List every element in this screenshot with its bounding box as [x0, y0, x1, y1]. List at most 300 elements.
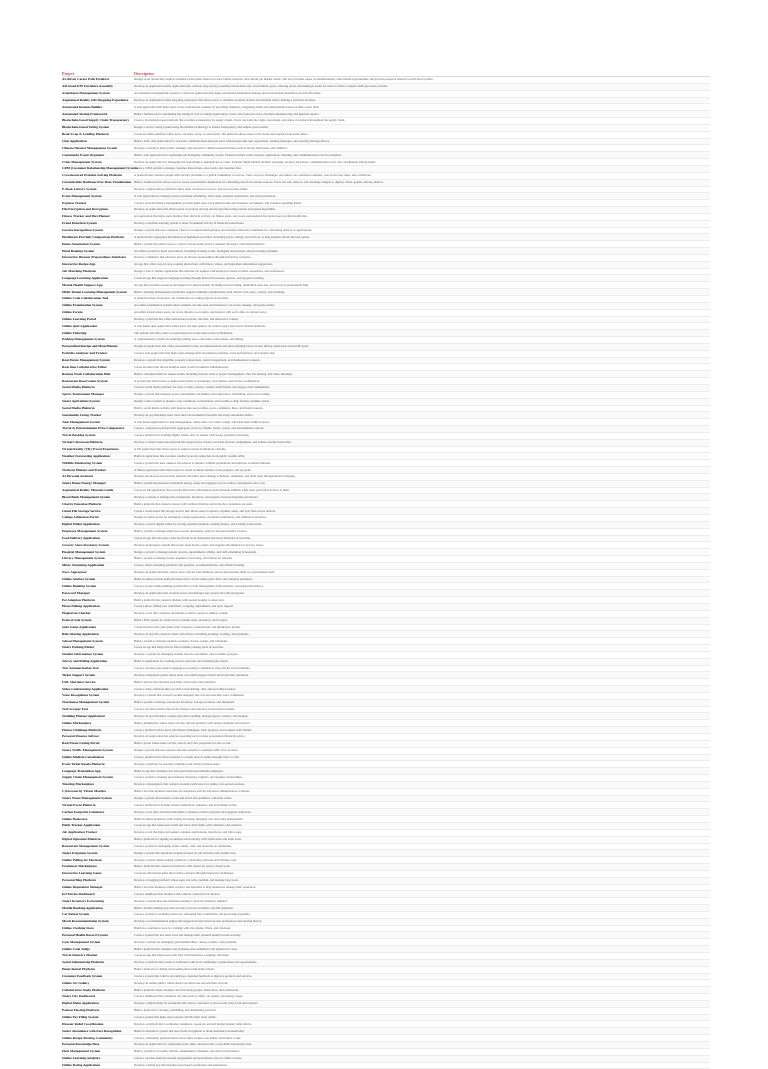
table-row — [62, 857, 710, 864]
table-row — [62, 761, 710, 768]
table-row — [62, 926, 710, 933]
project-description-cell: Design an AI model that predicts potential career paths based on a user's skills, interests, and current job market trends. The tool provides career recommendations, educational opportunities, and growth prospects tailored to each user's profile. — [134, 77, 710, 82]
project-description-cell: Develop an application for managing and responding to emergencies or crises. Features might include incident reporting, resource allocation, communication tools, and coordination among teams. — [134, 160, 710, 165]
project-name-cell: Habit Tracker Application — [62, 823, 134, 828]
project-name-cell: Text Summarization Tool — [62, 666, 134, 671]
table-row — [62, 159, 710, 166]
project-name-cell: Mobile Banking Application — [62, 906, 134, 911]
project-name-cell: Job Matching Platform — [62, 269, 134, 274]
project-name-cell: Movie Recommendation System — [62, 919, 134, 924]
table-row — [62, 91, 710, 98]
project-name-cell: Supply Chain Management System — [62, 775, 134, 780]
project-table — [62, 68, 710, 952]
project-name-cell: School Management System — [62, 639, 134, 644]
table-row — [62, 460, 710, 467]
project-description-cell: Develop an app that helps users track their environmental footprint and adopt sustainable habits. — [134, 413, 710, 418]
project-name-cell: Music Streaming Application — [62, 563, 134, 568]
project-name-cell: AI-driven Career Path Predictor — [62, 77, 134, 82]
project-name-cell: Travel Booking System — [62, 433, 134, 438]
table-row — [62, 501, 710, 508]
project-description-cell: Develop a tool that compares documents to detect copied or similar content. — [134, 611, 710, 616]
table-row — [62, 481, 710, 488]
project-description-cell: Create a cloud-based file storage service that allows users to upload, organize, share, and sync files across devices. — [134, 509, 710, 514]
project-description-cell: Create a photo editing tool with filters, cropping, adjustments, and layer support. — [134, 604, 710, 609]
project-description-cell: Create an online platform where users can share, swap, or lend books. The platform allows users to list books and request books from others. — [134, 132, 710, 137]
project-description-cell: An app that provides resources and support for mental health, including mood tracking, meditation exercises, and access to professional help. — [134, 283, 710, 288]
table-row — [62, 987, 710, 994]
project-description-cell: Develop an AI-powered personal assistant that helps users manage schedules, reminders, and daily tasks through natural language. — [134, 474, 710, 479]
project-description-cell: Build an attendance system that uses facial recognition to mark attendance automatically. — [134, 1029, 710, 1034]
project-name-cell: Online Medical Consultation — [62, 755, 134, 760]
project-name-cell: Smart Irrigation System — [62, 851, 134, 856]
project-name-cell: Disaster Relief Coordination — [62, 1022, 134, 1027]
project-description-cell: Design a system that manages sports tournaments, including team registration, scheduling, and score tracking. — [134, 392, 710, 397]
table-row — [62, 891, 710, 898]
project-name-cell: Fraud Detection System — [62, 221, 134, 226]
table-row — [62, 720, 710, 727]
project-name-cell: Password Manager — [62, 591, 134, 596]
project-name-cell: Online Polling for Elections — [62, 858, 134, 863]
project-name-cell: Smart Traffic Management System — [62, 748, 134, 753]
project-name-cell: Gesture Recognition System — [62, 228, 134, 233]
project-name-cell: Photo Editing Application — [62, 604, 134, 609]
project-description-cell: The system will allow users to book tickets for events and receive confirmation. — [134, 331, 710, 336]
project-name-cell: Smart City Dashboard — [62, 994, 134, 999]
project-description-cell: Develop a system to help predict, manage, and respond to climate-related disasters such as floods, hurricanes, and wildfires. — [134, 146, 710, 151]
table-row — [62, 214, 710, 221]
table-row — [62, 946, 710, 953]
project-description-cell: A VR application that allows users to explore tourist destinations virtually. — [134, 447, 710, 452]
project-name-cell: Social Media Platform — [62, 385, 134, 390]
table-row — [62, 967, 710, 974]
project-name-cell: Language Translation App — [62, 769, 134, 774]
project-description-cell: Build a platform that connects donors with verified charities and tracks how donations are used. — [134, 502, 710, 507]
project-name-cell: Sustainable Living Tracker — [62, 413, 134, 418]
table-row — [62, 707, 710, 714]
project-name-cell: Online Marketplace — [62, 721, 134, 726]
project-description-cell: A comprehensive system for handling parking space allocation, reservations, and billing. — [134, 337, 710, 342]
project-name-cell: Podcast Hosting Platform — [62, 1008, 134, 1013]
project-name-cell: Library Management System — [62, 556, 134, 561]
project-name-cell: Online Banking System — [62, 584, 134, 589]
project-description-cell: Build a centralized hub for remote teams, including features such as project management, chat, file sharing, and video meetings. — [134, 372, 710, 377]
project-description-cell: Develop a system for managing gym memberships, classes, trainers, and payments. — [134, 940, 710, 945]
project-name-cell: Healthcare Provider Comparison Platform — [62, 235, 134, 240]
project-description-cell: Create a tool that extracts data from websites and exports it in structured formats. — [134, 707, 710, 712]
table-row — [62, 1042, 710, 1049]
table-row — [62, 392, 710, 399]
project-name-cell: Survey and Polling Application — [62, 659, 134, 664]
table-row — [62, 727, 710, 734]
project-name-cell: Online Tax Filing System — [62, 1015, 134, 1020]
table-row — [62, 850, 710, 857]
project-name-cell: Blockchain-based Supply Chain Transparency — [62, 118, 134, 123]
table-row — [62, 228, 710, 235]
table-row — [62, 474, 710, 481]
table-row — [62, 577, 710, 584]
project-name-cell: College Admission Portal — [62, 515, 134, 520]
project-name-cell: Online Forum — [62, 310, 134, 315]
project-name-cell: Personal Finance Advisor — [62, 734, 134, 739]
project-description-cell: Build a social media website with features like user profiles, posts, comments, likes, and friend requests. — [134, 406, 710, 411]
project-description-cell: Create an AR application that provides interactive information about museum exhibits when users point their devices at them. — [134, 488, 710, 493]
project-name-cell: Student Information System — [62, 652, 134, 657]
project-name-cell: Customer Feedback System — [62, 974, 134, 979]
project-name-cell: Customizable Dashboard for Data Visualization — [62, 180, 134, 185]
project-name-cell: Event Ticket Resale Platform — [62, 762, 134, 767]
table-row — [62, 905, 710, 912]
project-name-cell: Fitness Challenge Platform — [62, 728, 134, 733]
table-row — [62, 864, 710, 871]
project-description-cell: Create a system for booking rental cars, managing fleet availability, and processing payments. — [134, 912, 710, 917]
project-description-cell: An online system for hotel reservations, including booking rooms, managing reservations, and processing payments. — [134, 249, 710, 254]
project-description-cell: A platform that connects people with specific problems to a global community of solvers. Users can post challenges, and others can contribute solutions, vote on the best ideas, and collaborate. — [134, 173, 710, 178]
project-name-cell: Online Clothing Store — [62, 926, 134, 931]
project-name-cell: Parking Management System — [62, 337, 134, 342]
project-name-cell: Personal Knowledge Base — [62, 1042, 134, 1047]
project-description-cell: Build a dashboard that allows users to create customizable dashboards for visualizing data from various sources. Users can add, remove, and rearrange widgets to display charts, graphs, and key metrics. — [134, 180, 710, 185]
project-description-cell: Create a blockchain-based platform that provides transparency in supply chains. Users can track the origin, movement, and status of products throughout the supply chain. — [134, 118, 710, 123]
table-row — [62, 837, 710, 844]
table-row — [62, 885, 710, 892]
project-name-cell: Real Estate Listing Portal — [62, 741, 134, 746]
project-name-cell: Smart Parking Finder — [62, 645, 134, 650]
table-row — [62, 679, 710, 686]
table-row — [62, 713, 710, 720]
project-name-cell: Gym Management System — [62, 940, 134, 945]
project-name-cell: Wildlife Monitoring System — [62, 461, 134, 466]
project-description-cell: Develop an application that allows users to securely encrypt and decrypt files using various encryption algorithms. — [134, 207, 710, 212]
project-name-cell: URL Shortener Service — [62, 680, 134, 685]
project-description-cell: An app that offers step-by-step cooking instructions with timers, videos, and ingredient substitution suggestions. — [134, 262, 710, 267]
table-row — [62, 508, 710, 515]
project-description-cell: Develop a platform that offers educational courses, tutorials, and interactive content. — [134, 317, 710, 322]
project-name-cell: Automated Resume Builder — [62, 105, 134, 110]
project-name-cell: Fleet Management System — [62, 1049, 134, 1054]
table-row — [62, 145, 710, 152]
project-name-cell: Smart Agriculture System — [62, 399, 134, 404]
project-name-cell: Virtual Reality (VR) Travel Experience — [62, 447, 134, 452]
project-description-cell: A platform where developers can collaborate on coding projects in real time. — [134, 296, 710, 301]
project-description-cell: Build a system for tracking vehicles, maintenance schedules, and driver performance. — [134, 1049, 710, 1054]
table-row — [62, 549, 710, 556]
table-row — [62, 809, 710, 816]
table-row — [62, 323, 710, 330]
project-description-cell: An attendance management system is a software application that helps educational institutions manage and track student attendance records efficiently. — [134, 91, 710, 96]
project-name-cell: Personal Blog Platform — [62, 878, 134, 883]
project-description-cell: Build a system to manage warehouse inventory, storage locations, and shipments. — [134, 700, 710, 705]
project-name-cell: AI Personal Assistant — [62, 474, 134, 479]
project-name-cell: Hotel Booking System — [62, 249, 134, 254]
table-row — [62, 652, 710, 659]
project-description-cell: Design a system that uses sensors and data analysis to optimize traffic flow in cities. — [134, 748, 710, 753]
project-name-cell: Book Swap & Lending Platform — [62, 132, 134, 137]
project-name-cell: Weather Forecasting Application — [62, 454, 134, 459]
table-row — [62, 330, 710, 337]
project-description-cell: Build a platform where students can form study groups, share notes, and collaborate. — [134, 988, 710, 993]
project-description-cell: Develop an application that securely stores and manages user passwords with encryption. — [134, 591, 710, 596]
project-name-cell: Online Recipe Sharing Community — [62, 1036, 134, 1041]
project-description-cell: Develop a system that simplifies property transactions, rental management, and maintenance requests. — [134, 358, 710, 363]
project-name-cell: Mental Health Support App — [62, 283, 134, 288]
table-row — [62, 77, 710, 84]
project-name-cell: Interactive Recipe App — [62, 262, 134, 267]
table-row — [62, 269, 710, 276]
table-row — [62, 310, 710, 317]
project-description-cell: Develop an inventory system that tracks stock levels, orders, and supplier information for grocery stores. — [134, 543, 710, 548]
project-name-cell: Virtual Event Platform — [62, 803, 134, 808]
table-row — [62, 1049, 710, 1056]
table-row — [62, 638, 710, 645]
table-row — [62, 303, 710, 310]
project-description-cell: Develop a system that uses machine learning to forecast inventory demand. — [134, 899, 710, 904]
project-name-cell: Personalized Recipe and Meal Planner — [62, 344, 134, 349]
project-name-cell: Hospital Management System — [62, 550, 134, 555]
table-row — [62, 440, 710, 447]
project-description-cell: Build a basic chat application for real-time communication between users with features like user registration, sending messages, and viewing message history. — [134, 139, 710, 144]
table-row — [62, 84, 710, 91]
project-name-cell: Online Code Judge — [62, 947, 134, 952]
project-description-cell: Design a secure voting system using blockchain technology to ensure transparency and tamper-proof results. — [134, 125, 710, 130]
table-row — [62, 399, 710, 406]
table-row — [62, 152, 710, 159]
project-name-cell: Employee Management System — [62, 529, 134, 534]
project-description-cell: Design a smart system to monitor crop conditions, soil moisture, and weather to help farmers optimize yields. — [134, 399, 710, 404]
project-description-cell: Design an application that offers personalized recipe recommendations and meal planning based on user dietary preferences and health goals. — [134, 344, 710, 349]
table-row — [62, 467, 710, 474]
project-description-cell: Develop an app that helps couples plan their wedding, manage guests, vendors, and budgets. — [134, 714, 710, 719]
project-description-cell: Build a platform that connects freelancers with clients for project-based work. — [134, 864, 710, 869]
project-name-cell: Voice Recognition System — [62, 693, 134, 698]
table-row — [62, 939, 710, 946]
table-row — [62, 234, 710, 241]
project-name-cell: IoT Device Dashboard — [62, 892, 134, 897]
project-name-cell: Food Delivery Application — [62, 536, 134, 541]
table-row — [62, 412, 710, 419]
table-row — [62, 385, 710, 392]
project-description-cell: A web application to manage events, including scheduling, ticket sales, attendee registration, and event promotion. — [134, 194, 710, 199]
table-row — [62, 583, 710, 590]
table-row — [62, 796, 710, 803]
table-row — [62, 262, 710, 269]
project-description-cell: Create a personal finance management tool that helps users track their income and expenses, set budgets, and visualize spending habits. — [134, 201, 710, 206]
table-row — [62, 193, 710, 200]
table-row — [62, 775, 710, 782]
table-row — [62, 1021, 710, 1028]
project-name-cell: Crowdsourced Problem-Solving Platform — [62, 173, 134, 178]
table-row — [62, 1015, 710, 1022]
project-description-cell: Build a system to manage employee records, attendance, payroll, and performance reviews. — [134, 529, 710, 534]
table-row — [62, 522, 710, 529]
project-name-cell: Home Automation System — [62, 242, 134, 247]
table-row — [62, 104, 710, 111]
table-row — [62, 248, 710, 255]
table-row — [62, 844, 710, 851]
project-name-cell: Online Bookstore — [62, 817, 134, 822]
project-name-cell: Smart Waste Management System — [62, 796, 134, 801]
table-row — [62, 912, 710, 919]
project-description-cell: Develop an app that connects riders with drivers, including booking, tracking, and payments. — [134, 632, 710, 637]
table-body — [62, 77, 710, 1069]
table-row — [62, 166, 710, 173]
project-description-cell: Create a community platform where users share recipes, rate dishes, and follow cooks. — [134, 1036, 710, 1041]
table-row — [62, 255, 710, 262]
project-name-cell: Digital Menu Application — [62, 1001, 134, 1006]
project-name-cell: Restaurant Management System — [62, 844, 134, 849]
project-description-cell: Design a system that uses computer vision to recognize hand gestures and translate them into commands for controlling devices or applications. — [134, 228, 710, 233]
table-row — [62, 221, 710, 228]
project-description-cell: Build a platform that connects shelters with people looking to adopt pets. — [134, 598, 710, 603]
project-name-cell: Portfolio Analyzer and Tracker — [62, 351, 134, 356]
project-name-cell: Social Media Platform — [62, 406, 134, 411]
table-row — [62, 419, 710, 426]
project-description-cell: Develop a system that converts spoken language into text and executes voice commands. — [134, 693, 710, 698]
project-name-cell: Smart Inventory Forecasting — [62, 899, 134, 904]
table-row — [62, 139, 710, 146]
project-description-cell: An online examination system where students can take tests and instructors can create, manage, and grade exams. — [134, 303, 710, 308]
table-row — [62, 1035, 710, 1042]
project-description-cell: Build an online bookstore with catalog browsing, shopping cart, and order management. — [134, 817, 710, 822]
project-description-cell: Create a system that collects and analyzes customer feedback to improve products and services. — [134, 974, 710, 979]
table-row — [62, 672, 710, 679]
project-description-cell: Create a system that lets users store and manage their personal health records securely. — [134, 933, 710, 938]
project-name-cell: Freelancer Marketplace — [62, 864, 134, 869]
table-row — [62, 693, 710, 700]
project-description-cell: Develop a dating app that matches users based on interests and preferences. — [134, 1063, 710, 1068]
project-description-cell: Develop a platform that coordinates volunteers, resources, and aid during disaster relief efforts. — [134, 1022, 710, 1027]
project-description-cell: Create an app that lets users order food from local restaurants and track deliveries in real time. — [134, 536, 710, 541]
project-name-cell: Online Dating Application — [62, 1063, 134, 1068]
project-description-cell: Design a system to manage patient records, appointments, billing, and staff scheduling in hospitals. — [134, 550, 710, 555]
project-description-cell: Build a service that shortens long URLs and tracks click analytics. — [134, 680, 710, 685]
project-name-cell: Web Scraper Tool — [62, 707, 134, 712]
table-row — [62, 351, 710, 358]
project-name-cell: Workout Planner and Tracker — [62, 468, 134, 473]
project-name-cell: Online Art Gallery — [62, 981, 134, 986]
project-name-cell: Online Code Collaboration Tool — [62, 296, 134, 301]
project-description-cell: Build a platform for listing and booking short-term home rentals. — [134, 967, 710, 972]
table-row — [62, 590, 710, 597]
table-row — [62, 755, 710, 762]
table-row — [62, 748, 710, 755]
project-name-cell: Job Application Tracker — [62, 830, 134, 835]
table-row — [62, 275, 710, 282]
project-name-cell: Travel & Entertainment Price Comparator — [62, 426, 134, 431]
table-row — [62, 98, 710, 105]
project-description-cell: Build a marketplace where users can buy and sell products with secure payments and reviews. — [134, 721, 710, 726]
project-description-cell: Develop a helpdesk system where users can submit support tickets and track their resolution. — [134, 673, 710, 678]
table-row — [62, 296, 710, 303]
table-row — [62, 741, 710, 748]
project-description-cell: Design an online portal for managing college applications, document submission, and admission decisions. — [134, 515, 710, 520]
project-name-cell: Blockchain-based Voting System — [62, 125, 134, 130]
project-description-cell: Build a web application for organizing and managing community events. Features include event creation, registration, ticketing, and communication tools for attendees. — [134, 153, 710, 158]
project-description-cell: Build an app that translates text and speech between multiple languages. — [134, 769, 710, 774]
project-description-cell: Develop a system for managing student records, enrollment, and academic progress. — [134, 652, 710, 657]
project-description-cell: Create an app that helps users plan trips with itineraries, bookings, and maps. — [134, 953, 710, 958]
project-name-cell: Ticket Support System — [62, 673, 134, 678]
table-row — [62, 118, 710, 125]
project-description-cell: Develop an application for organizing notes, links, and ideas into a searchable knowledge base. — [134, 1042, 710, 1047]
project-name-cell: Community Event Organizer — [62, 153, 134, 158]
project-description-cell: Build a system to manage books, members, borrowing, and returns for libraries. — [134, 556, 710, 561]
project-name-cell: Social Volunteering Platform — [62, 960, 134, 965]
project-description-cell: Create a platform for booking flights, hotels, and car rentals with secure payment processing. — [134, 433, 710, 438]
project-description-cell: Create a web application that helps users manage their investment portfolios, track performance, and analyze risk. — [134, 351, 710, 356]
project-description-cell: Create a tool that uses natural language processing to summarize long articles and documents. — [134, 666, 710, 671]
project-name-cell: Crisis Management System — [62, 160, 134, 165]
project-name-cell: Language Learning Application — [62, 276, 134, 281]
project-name-cell: Real-Estate Management System — [62, 358, 134, 363]
table-row — [62, 187, 710, 194]
project-name-cell: Warehouse Management System — [62, 700, 134, 705]
project-description-cell: Create a tool that analyzes student engagement and performance data in online courses. — [134, 1056, 710, 1061]
project-name-cell: Grocery Store Inventory System — [62, 543, 134, 548]
project-name-cell: Home Rental Platform — [62, 967, 134, 972]
project-name-cell: Interactive Disaster Preparedness Simulator — [62, 255, 134, 260]
project-name-cell: Virtual Classroom Platform — [62, 440, 134, 445]
project-name-cell: Event Management System — [62, 194, 134, 199]
table-row — [62, 433, 710, 440]
table-row — [62, 378, 710, 385]
table-row — [62, 132, 710, 139]
project-name-cell: Attendance Management System — [62, 91, 134, 96]
table-row — [62, 871, 710, 878]
project-description-cell: Create a platform where users join fitness challenges, track progress, and compete with friends. — [134, 728, 710, 733]
project-name-cell: Online Quiz Application — [62, 324, 134, 329]
table-row — [62, 878, 710, 885]
project-description-cell: A platform that aggregates information on healthcare providers, including prices, ratings, and services, to help patients choose the best option. — [134, 235, 710, 240]
project-description-cell: Build a platform for signing documents electronically with verification and audit trails. — [134, 837, 710, 842]
project-description-cell: Create a dashboard that visualizes city data such as traffic, air quality, and energy usage. — [134, 994, 710, 999]
project-description-cell: Create an editor that allows multiple users to edit documents simultaneously. — [134, 365, 710, 370]
project-name-cell: Chat Application — [62, 139, 134, 144]
project-description-cell: Create an app that helps drivers find available parking spots in real time. — [134, 645, 710, 650]
project-name-cell: Personal Health Record System — [62, 933, 134, 938]
project-description-cell: Develop a blogging platform where users can write, publish, and manage blog posts. — [134, 878, 710, 883]
table-row — [62, 556, 710, 563]
table-row — [62, 536, 710, 543]
table-row — [62, 816, 710, 823]
project-description-cell: Design a system that monitors waste bin levels and optimizes collection routes. — [134, 796, 710, 801]
project-description-cell: Design a web or mobile application that matches job seekers with employers based on skills, experience, and preferences. — [134, 269, 710, 274]
project-description-cell: Create a dashboard that monitors and controls connected IoT devices. — [134, 892, 710, 897]
table-row — [62, 734, 710, 741]
table-row — [62, 953, 710, 960]
table-row — [62, 207, 710, 214]
table-row — [62, 1028, 710, 1035]
project-name-cell: Online Ticketing — [62, 331, 134, 336]
project-name-cell: Fitness Tracker and Diet Planner — [62, 214, 134, 219]
table-row — [62, 802, 710, 809]
project-name-cell: Online Learning Analytics — [62, 1056, 134, 1061]
table-row — [62, 515, 710, 522]
project-name-cell: Travel Itinerary Planner — [62, 953, 134, 958]
table-row — [62, 611, 710, 618]
table-row — [62, 173, 710, 180]
project-description-cell: Develop a tool that helps job seekers organize applications, interviews, and follow-ups. — [134, 830, 710, 835]
project-description-cell: Create a social media platform for users to share content, connect with friends, and engage with communities. — [134, 385, 710, 390]
project-description-cell: Build a platform that compiles and evaluates user-submitted code against test cases. — [134, 947, 710, 952]
project-description-cell: Build a platform for hosting, publishing, and distributing podcasts. — [134, 1008, 710, 1013]
project-description-cell: Develop a simulator that educates users on disaster preparedness through interactive scenarios. — [134, 255, 710, 260]
table-row — [62, 494, 710, 501]
project-description-cell: A web application that helps users create professional resumes by providing templates, suggesting skills and achievements based on their career field. — [134, 105, 710, 110]
project-description-cell: Create a system that helps users prepare and file their taxes online. — [134, 1015, 710, 1020]
project-description-cell: Create a system that uses cameras and sensors to monitor wildlife populations and behavior in natural habitats. — [134, 461, 710, 466]
project-description-cell: An online forum where users can create threads, post replies, and interact with each other on various topics. — [134, 310, 710, 315]
project-description-cell: Develop a marketplace that connects students with tutors for online or in-person sessions. — [134, 782, 710, 787]
